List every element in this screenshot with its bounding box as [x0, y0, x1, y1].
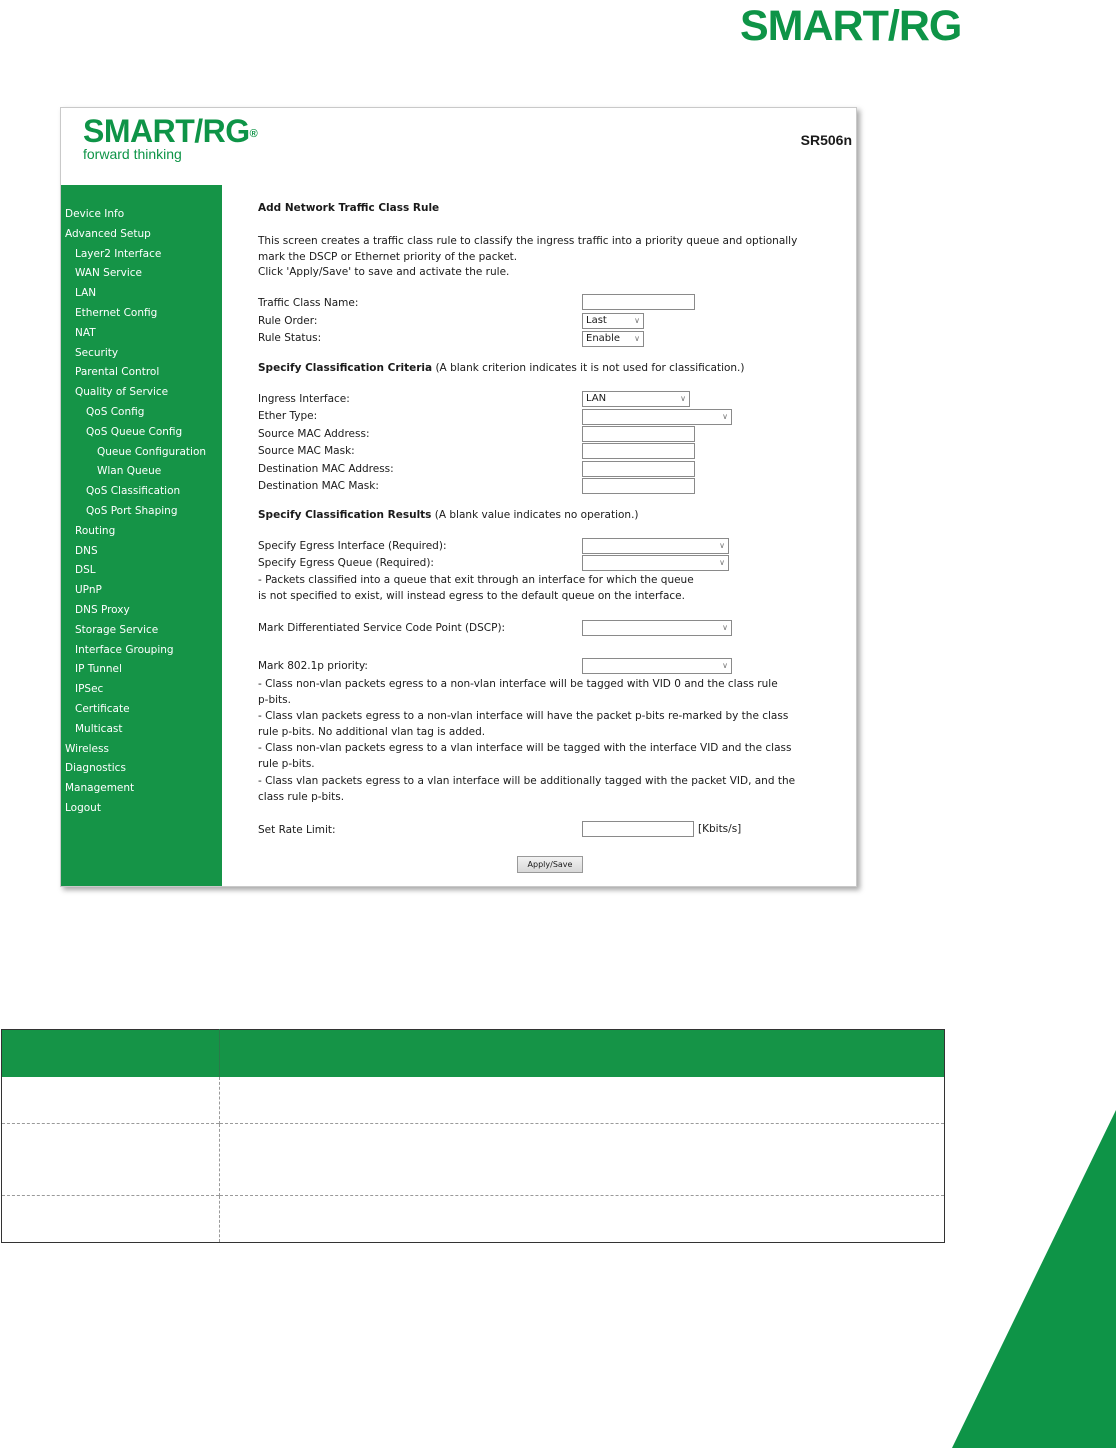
- model-name: SR506n: [800, 132, 852, 148]
- sidebar-item[interactable]: NAT: [75, 326, 96, 339]
- table-header-cell: [2, 1030, 220, 1078]
- table-header-cell: [220, 1030, 945, 1078]
- ether-type-label: Ether Type:: [258, 410, 318, 422]
- criteria-heading: Specify Classification Criteria: [258, 362, 433, 374]
- table-row: [2, 1195, 945, 1242]
- class-name-label: Traffic Class Name:: [258, 297, 359, 309]
- rule-order-value: Last: [586, 315, 607, 326]
- results-note: (A blank value indicates no operation.): [431, 509, 639, 521]
- menu-list: [61, 185, 222, 819]
- src-mac-label: Source MAC Address:: [258, 428, 370, 440]
- chevron-down-icon: ∨: [719, 558, 725, 567]
- table-row: [2, 1077, 945, 1123]
- sidebar-item[interactable]: Quality of Service: [75, 386, 169, 399]
- sidebar-item[interactable]: Security: [75, 346, 119, 359]
- src-mask-label: Source MAC Mask:: [258, 445, 355, 457]
- table-cell: [220, 1195, 945, 1242]
- rate-unit: [Kbits/s]: [698, 823, 742, 835]
- criteria-heading-line: [258, 362, 745, 374]
- egress-queue-label: Specify Egress Queue (Required):: [258, 557, 434, 569]
- sidebar-item[interactable]: QoS Port Shaping: [86, 504, 178, 517]
- vlan-note-4a: - Class vlan packets egress to a vlan interface will be additionally tagged with the packet VID, and the: [258, 775, 796, 787]
- queue-note-2: is not specified to exist, will instead egress to the default queue on the interface.: [258, 590, 685, 602]
- sidebar-item[interactable]: DNS Proxy: [75, 603, 130, 616]
- table-cell: [2, 1077, 220, 1123]
- rate-limit-label: Set Rate Limit:: [258, 824, 336, 836]
- sidebar-item[interactable]: QoS Config: [86, 405, 145, 418]
- vlan-note-4b: class rule p-bits.: [258, 791, 345, 803]
- chevron-down-icon: ∨: [722, 661, 728, 670]
- sidebar-item[interactable]: Advanced Setup: [65, 227, 151, 240]
- sidebar-item[interactable]: QoS Classification: [86, 485, 181, 498]
- chevron-down-icon: ∨: [719, 541, 725, 550]
- sidebar-item[interactable]: Storage Service: [75, 623, 159, 636]
- p8021-select[interactable]: [582, 658, 732, 674]
- dst-mac-input[interactable]: [582, 461, 695, 477]
- vlan-note-3a: - Class non-vlan packets egress to a vlan interface will be tagged with the interface VID and the class: [258, 742, 792, 754]
- chevron-down-icon: ∨: [680, 394, 686, 403]
- ingress-label: Ingress Interface:: [258, 393, 350, 405]
- sidebar-item[interactable]: Diagnostics: [65, 762, 126, 775]
- sidebar-item[interactable]: QoS Queue Config: [86, 425, 183, 438]
- dst-mask-label: Destination MAC Mask:: [258, 480, 379, 492]
- dscp-label: Mark Differentiated Service Code Point (DSCP):: [258, 622, 506, 634]
- sidebar-item[interactable]: UPnP: [75, 584, 102, 597]
- sidebar-item[interactable]: DNS: [75, 544, 98, 557]
- chevron-down-icon: ∨: [634, 316, 640, 325]
- sidebar-item[interactable]: Queue Configuration: [97, 445, 207, 458]
- sidebar-item[interactable]: DSL: [75, 564, 96, 577]
- sidebar-item[interactable]: Interface Grouping: [75, 643, 174, 656]
- sidebar-item[interactable]: Layer2 Interface: [75, 247, 162, 260]
- rule-status-value: Enable: [586, 333, 621, 344]
- sidebar-item[interactable]: Routing: [75, 524, 116, 537]
- egress-interface-label: Specify Egress Interface (Required):: [258, 540, 447, 552]
- sidebar-menu: [61, 185, 222, 886]
- rule-status-label: Rule Status:: [258, 332, 322, 344]
- sidebar-item[interactable]: Certificate: [75, 702, 130, 715]
- rule-status-select[interactable]: [582, 331, 644, 347]
- src-mac-input[interactable]: [582, 426, 695, 442]
- vlan-note-3b: rule p-bits.: [258, 758, 315, 770]
- rule-order-select[interactable]: [582, 313, 644, 329]
- sidebar-item[interactable]: LAN: [75, 287, 97, 300]
- registered-mark: ®: [249, 128, 258, 140]
- intro-line-2: mark the DSCP or Ethernet priority of the packet.: [258, 251, 518, 263]
- rate-limit-input[interactable]: [582, 821, 694, 837]
- rule-order-label: Rule Order:: [258, 315, 318, 327]
- results-heading: Specify Classification Results: [258, 509, 432, 521]
- results-heading-line: [258, 509, 639, 521]
- sidebar-item[interactable]: Device Info: [65, 208, 125, 220]
- sidebar-item[interactable]: Management: [65, 782, 135, 795]
- egress-queue-select[interactable]: [582, 555, 729, 571]
- sidebar-item[interactable]: Wlan Queue: [97, 465, 162, 478]
- sidebar-item[interactable]: Wireless: [65, 742, 109, 755]
- sidebar-item[interactable]: Parental Control: [75, 366, 160, 379]
- chevron-down-icon: ∨: [634, 334, 640, 343]
- queue-note-1: - Packets classified into a queue that exit through an interface for which the queue: [258, 574, 694, 586]
- form-title: Add Network Traffic Class Rule: [258, 202, 440, 214]
- sidebar-item[interactable]: Ethernet Config: [75, 306, 158, 319]
- table-header-row: [2, 1030, 945, 1078]
- intro-line-3: Click 'Apply/Save' to save and activate the rule.: [258, 266, 510, 278]
- chevron-down-icon: ∨: [722, 412, 728, 421]
- apply-save-button[interactable]: Apply/Save: [517, 856, 583, 873]
- p8021-label: Mark 802.1p priority:: [258, 660, 368, 672]
- vlan-note-1a: - Class non-vlan packets egress to a non-vlan interface will be tagged with VID 0 and the class rule: [258, 678, 778, 690]
- router-brand: SMART/RG: [83, 113, 250, 149]
- class-name-input[interactable]: [582, 294, 695, 310]
- sidebar-item[interactable]: Logout: [65, 801, 101, 814]
- ingress-select[interactable]: [582, 391, 690, 407]
- dscp-select[interactable]: [582, 620, 732, 636]
- vlan-note-2b: rule p-bits. No additional vlan tag is added.: [258, 726, 486, 738]
- intro-line-1: This screen creates a traffic class rule to classify the ingress traffic into a priority queue and optionally: [258, 235, 798, 247]
- sidebar-item[interactable]: WAN Service: [75, 267, 142, 280]
- table-cell: [2, 1123, 220, 1195]
- dst-mask-input[interactable]: [582, 478, 695, 494]
- empty-table: [1, 1029, 945, 1243]
- ingress-value: LAN: [586, 393, 607, 404]
- sidebar-item[interactable]: Multicast: [75, 722, 123, 735]
- table-cell: [220, 1123, 945, 1195]
- vlan-note-2a: - Class vlan packets egress to a non-vlan interface will have the packet p-bits re-marked by the class: [258, 710, 789, 722]
- sidebar-item[interactable]: IPSec: [75, 683, 104, 696]
- sidebar-item[interactable]: IP Tunnel: [75, 663, 122, 676]
- router-logo: [83, 112, 257, 162]
- router-screenshot: [60, 107, 857, 887]
- green-triangle: [952, 1110, 1116, 1448]
- router-tagline: forward thinking: [83, 146, 182, 162]
- vlan-note-1b: p-bits.: [258, 694, 291, 706]
- table-cell: [2, 1195, 220, 1242]
- table-row: [2, 1123, 945, 1195]
- ether-type-select[interactable]: [582, 409, 732, 425]
- egress-interface-select[interactable]: [582, 538, 729, 554]
- criteria-note: (A blank criterion indicates it is not used for classification.): [432, 362, 745, 374]
- chevron-down-icon: ∨: [722, 623, 728, 632]
- smartrg-logo: SMART/RG: [740, 2, 962, 50]
- table-cell: [220, 1077, 945, 1123]
- src-mask-input[interactable]: [582, 443, 695, 459]
- dst-mac-label: Destination MAC Address:: [258, 463, 394, 475]
